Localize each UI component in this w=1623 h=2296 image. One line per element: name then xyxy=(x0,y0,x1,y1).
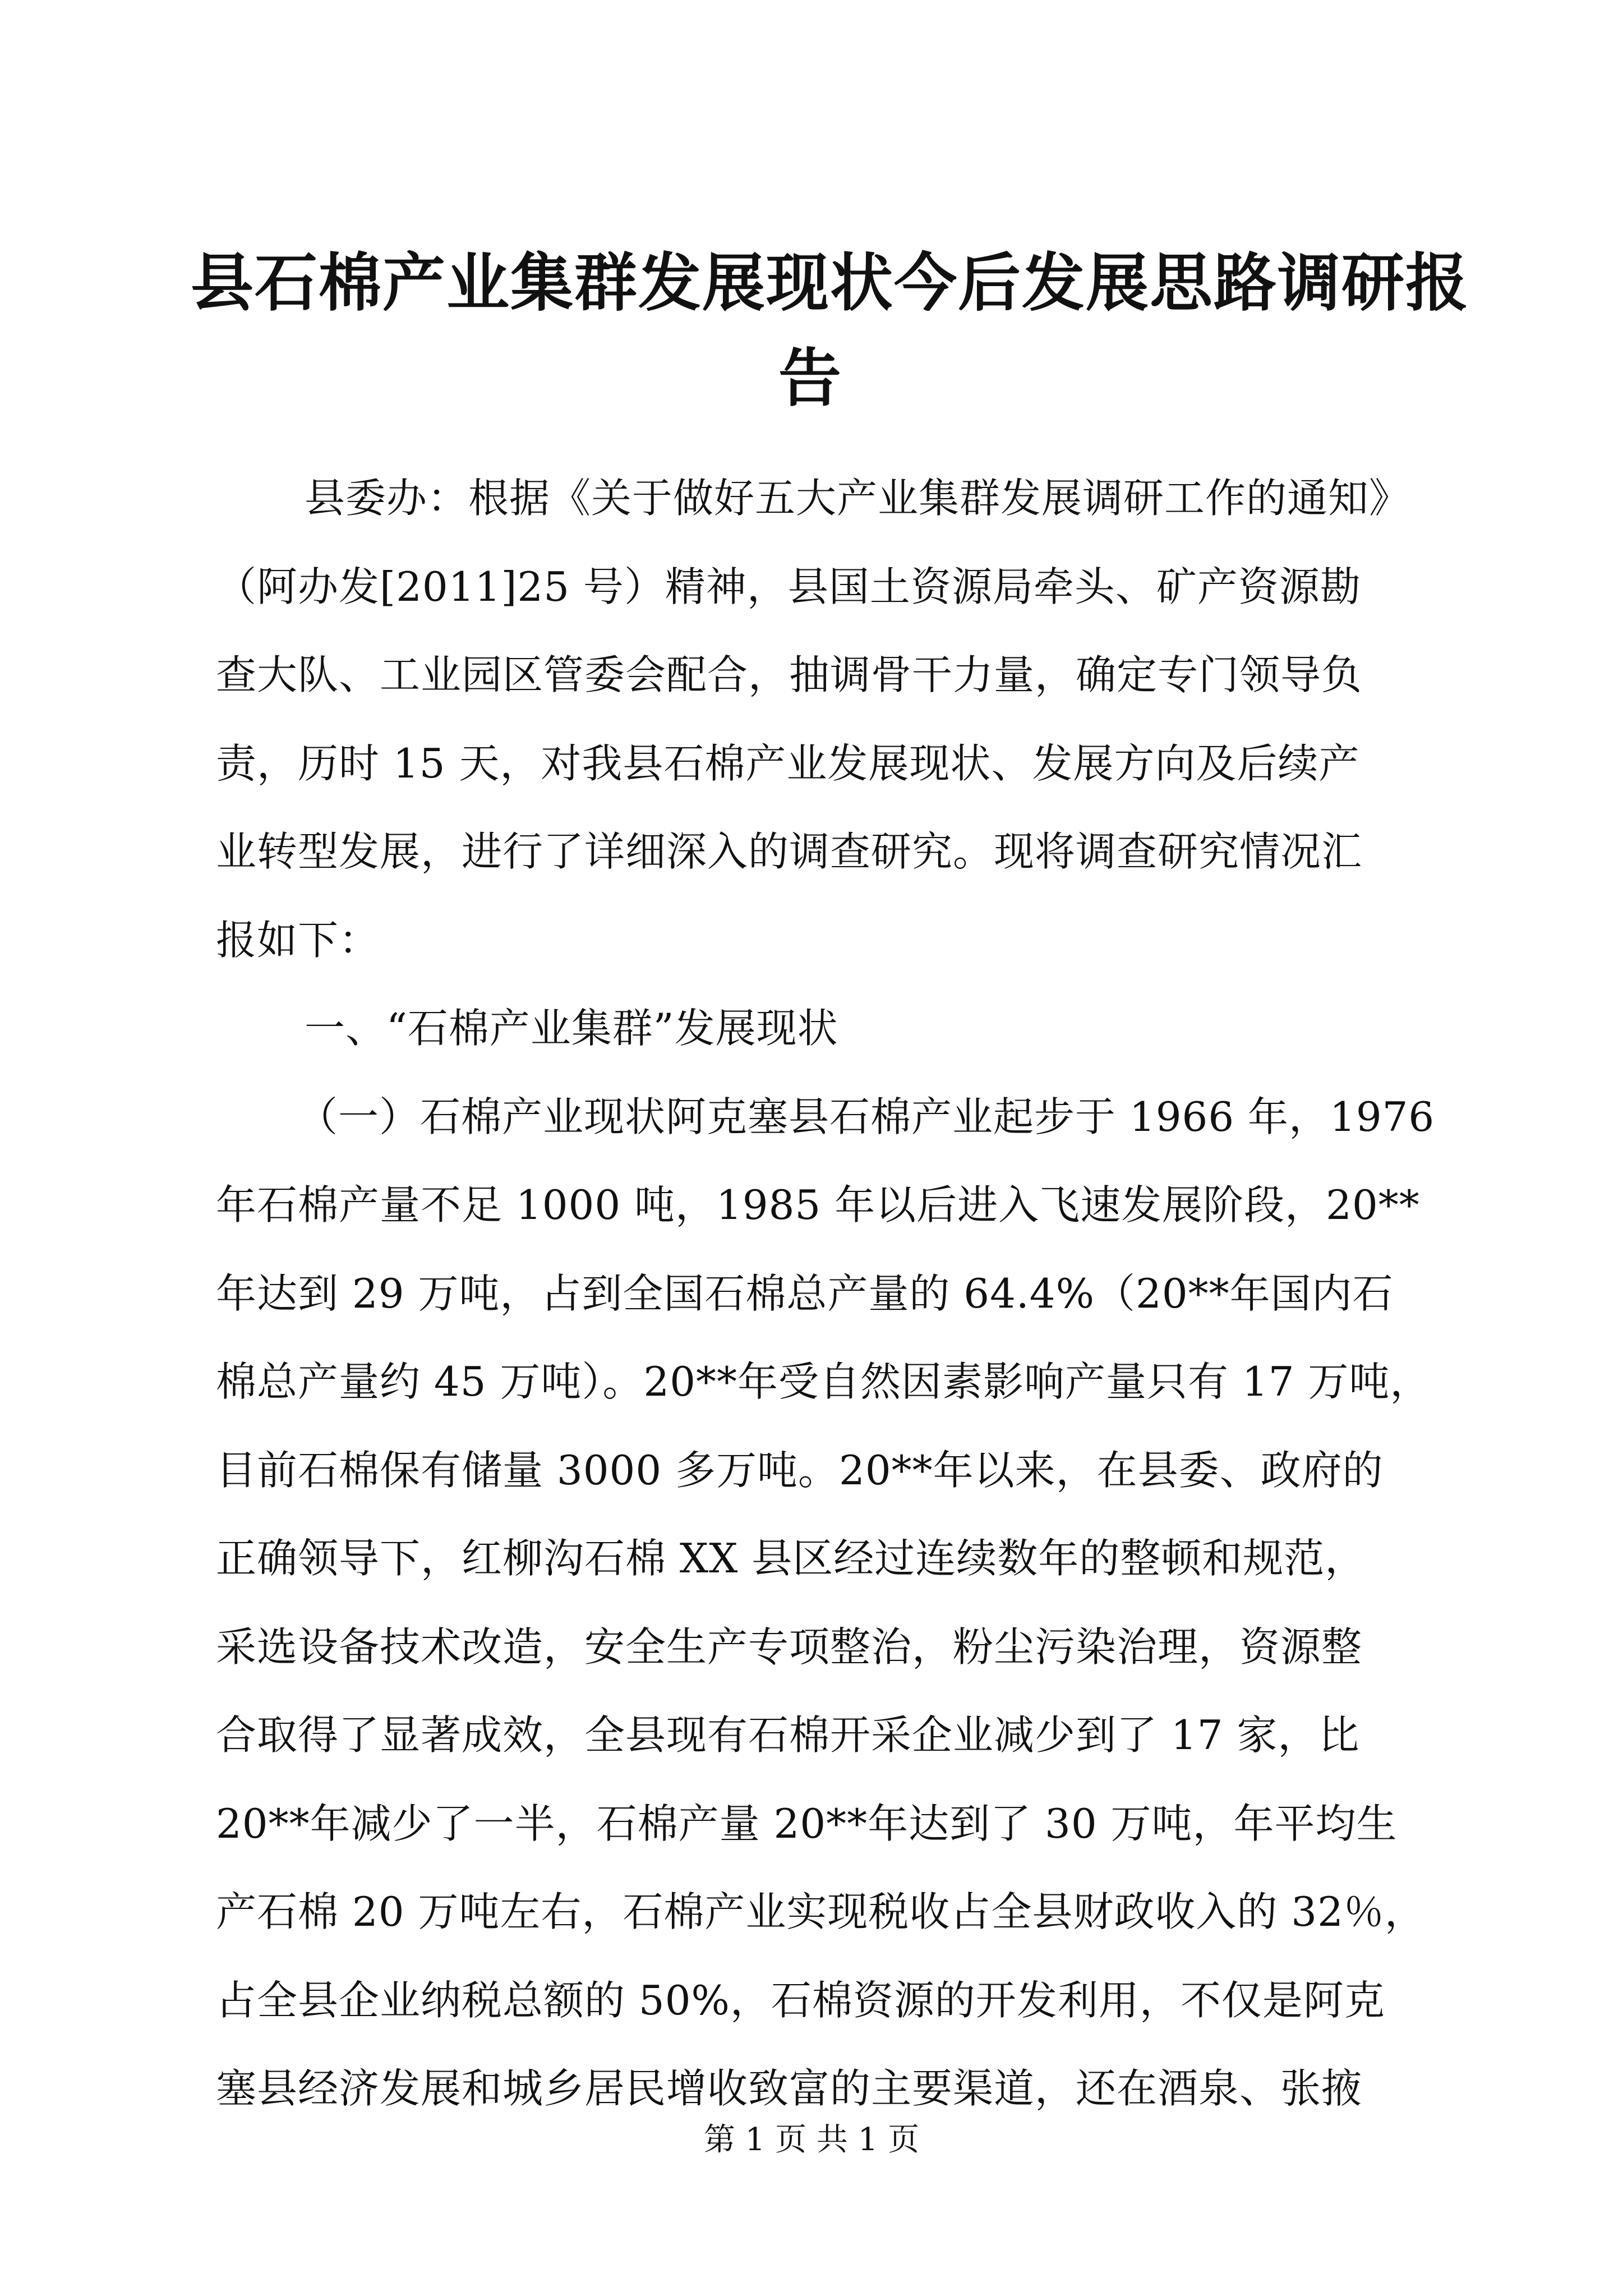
paragraph-line: 县委办：根据《关于做好五大产业集群发展调研工作的通知》 xyxy=(305,475,1410,522)
paragraph-line: 报如下： xyxy=(216,916,380,964)
paragraph-line: 年达到 29 万吨，占到全国石棉总产量的 64.4%（20**年国内石 xyxy=(216,1269,1394,1317)
paragraph-line: （一）石棉产业现状阿克塞县石棉产业起步于 1966 年，1976 xyxy=(297,1093,1435,1140)
paragraph-line: 20**年减少了一半，石棉产量 20**年达到了 30 万吨，年平均生 xyxy=(216,1800,1398,1847)
paragraph-line: 占全县企业纳税总额的 50%，石棉资源的开发利用，不仅是阿克 xyxy=(216,1976,1385,2024)
paragraph-line: 合取得了显著成效，全县现有石棉开采企业减少到了 17 家，比 xyxy=(216,1711,1360,1759)
paragraph-line: 塞县经济发展和城乡居民增收致富的主要渠道，还在酒泉、张掖 xyxy=(216,2065,1363,2112)
paragraph-line: 责，历时 15 天，对我县石棉产业发展现状、发展方向及后续产 xyxy=(216,739,1360,787)
page-footer: 第 1 页 共 1 页 xyxy=(703,2122,920,2158)
title-line-2: 告 xyxy=(778,342,842,415)
paragraph-line: 查大队、工业园区管委会配合，抽调骨干力量，确定专门领导负 xyxy=(216,651,1363,698)
paragraph-line: 目前石棉保有储量 3000 多万吨。20**年以来，在县委、政府的 xyxy=(216,1446,1384,1494)
paragraph-line: 产石棉 20 万吨左右，石棉产业实现税收占全县财政收入的 32％， xyxy=(216,1888,1426,1935)
document-title xyxy=(191,236,1469,426)
title-line-1: 县石棉产业集群发展现状今后发展思路调研报 xyxy=(191,246,1469,320)
paragraph-line: 采选设备技术改造，安全生产专项整治，粉尘污染治理，资源整 xyxy=(216,1623,1363,1671)
document-body xyxy=(216,454,1495,2133)
paragraph-line: （阿办发[2011]25 号）精神，县国土资源局牵头、矿产资源勘 xyxy=(216,563,1361,610)
paragraph-line: 年石棉产量不足 1000 吨，1985 年以后进入飞速发展阶段，20** xyxy=(216,1181,1420,1228)
paragraph-line: 正确领导下，红柳沟石棉 XX 县区经过连续数年的整顿和规范， xyxy=(216,1535,1366,1582)
paragraph-line: 业转型发展，进行了详细深入的调查研究。现将调查研究情况汇 xyxy=(216,828,1363,875)
paragraph-line: 棉总产量约 45 万吨）。20**年受自然因素影响产量只有 17 万吨， xyxy=(216,1358,1431,1405)
section-heading: 一、“石棉产业集群”发展现状 xyxy=(305,1005,838,1052)
